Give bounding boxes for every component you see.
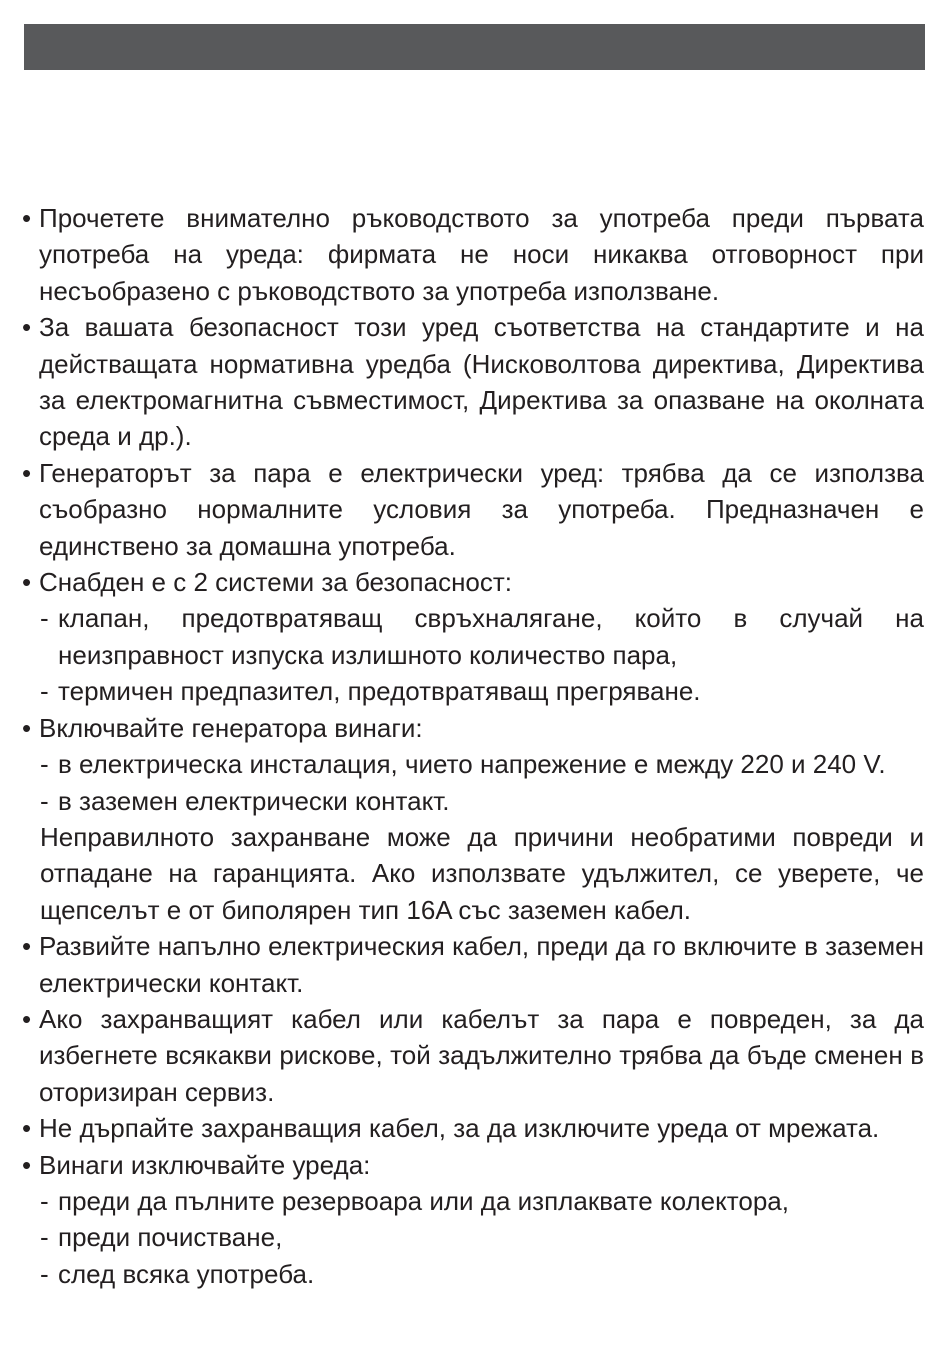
dash: - <box>40 1222 49 1253</box>
list-item <box>22 1001 924 1110</box>
sub-item-text: в електрическа инсталация, чието напрежение е между 220 и 240 V. <box>58 749 886 780</box>
bullet: • <box>22 931 32 962</box>
sub-item <box>22 1183 924 1219</box>
sub-item-text: клапан, предотвратяващ свръхналягане, който в случай на неизправност изпуска излишното количество пара, <box>58 603 924 670</box>
safety-instructions <box>22 200 924 1292</box>
dash: - <box>40 1258 49 1289</box>
list-item <box>22 1110 924 1146</box>
bullet: • <box>22 312 32 343</box>
dash: - <box>40 749 49 780</box>
item-text: Винаги изключвайте уреда: <box>39 1149 371 1180</box>
sub-item <box>22 1256 924 1292</box>
item-text: Генераторът за пара е електрически уред: трябва да се използва съобразно нормалните условия за употреба. Предназначен е единствено за домашна употреба. <box>39 457 924 561</box>
bullet: • <box>22 1003 32 1034</box>
dash: - <box>40 676 49 707</box>
list-item <box>22 928 924 1001</box>
item-text: За вашата безопасност този уред съответства на стандартите и на действащата нормативна уредба (Нисковолтова директива, Директива за електромагнитна съвместимост, Директива за опазване на околната среда и др.). <box>39 312 924 452</box>
list-item <box>22 309 924 455</box>
dash: - <box>40 1185 49 1216</box>
sub-item-text: преди почистване, <box>58 1222 283 1253</box>
warning-note: Неправилното захранване може да причини необратими повреди и отпадане на гаранцията. Ако използвате удължител, се уверете, че щепселът е от биполярен тип 16A със заземен кабел. <box>40 821 924 925</box>
item-text: Ако захранващият кабел или кабелът за пара е повреден, за да избегнете всякакви рискове, той задължително трябва да бъде сменен в оторизиран сервиз. <box>39 1003 924 1107</box>
list-item <box>22 1147 924 1183</box>
sub-item <box>22 600 924 673</box>
item-text: Снабден е с 2 системи за безопасност: <box>39 567 513 598</box>
item-text: Прочетете внимателно ръководството за употреба преди първата употреба на уреда: фирмата не носи никаква отговорност при несъобразено с ръководството за употреба използване. <box>39 203 924 306</box>
sub-item-text: термичен предпазител, предотвратяващ прегряване. <box>58 676 701 707</box>
header-bar <box>24 24 925 70</box>
bullet: • <box>22 1149 32 1180</box>
sub-item <box>22 783 924 819</box>
sub-item <box>22 1219 924 1255</box>
bullet: • <box>22 712 32 743</box>
item-text: Включвайте генератора винаги: <box>39 712 423 743</box>
list-item <box>22 455 924 564</box>
sub-item-text: преди да пълните резервоара или да изплаквате колектора, <box>58 1185 789 1216</box>
sub-item-text: в заземен електрически контакт. <box>58 785 450 816</box>
list-item <box>22 564 924 600</box>
item-text: Развийте напълно електрическия кабел, преди да го включите в заземен електрически контакт. <box>39 931 924 998</box>
list-item <box>22 710 924 746</box>
item-text: Не дърпайте захранващия кабел, за да изключите уреда от мрежата. <box>39 1113 880 1144</box>
sub-item <box>22 673 924 709</box>
bullet: • <box>22 457 32 488</box>
sub-item <box>22 746 924 782</box>
bullet: • <box>22 203 32 233</box>
bullet: • <box>22 1113 32 1144</box>
bullet: • <box>22 567 32 598</box>
list-item <box>22 200 924 309</box>
dash: - <box>40 603 49 634</box>
dash: - <box>40 785 49 816</box>
sub-item-text: след всяка употреба. <box>58 1258 315 1289</box>
